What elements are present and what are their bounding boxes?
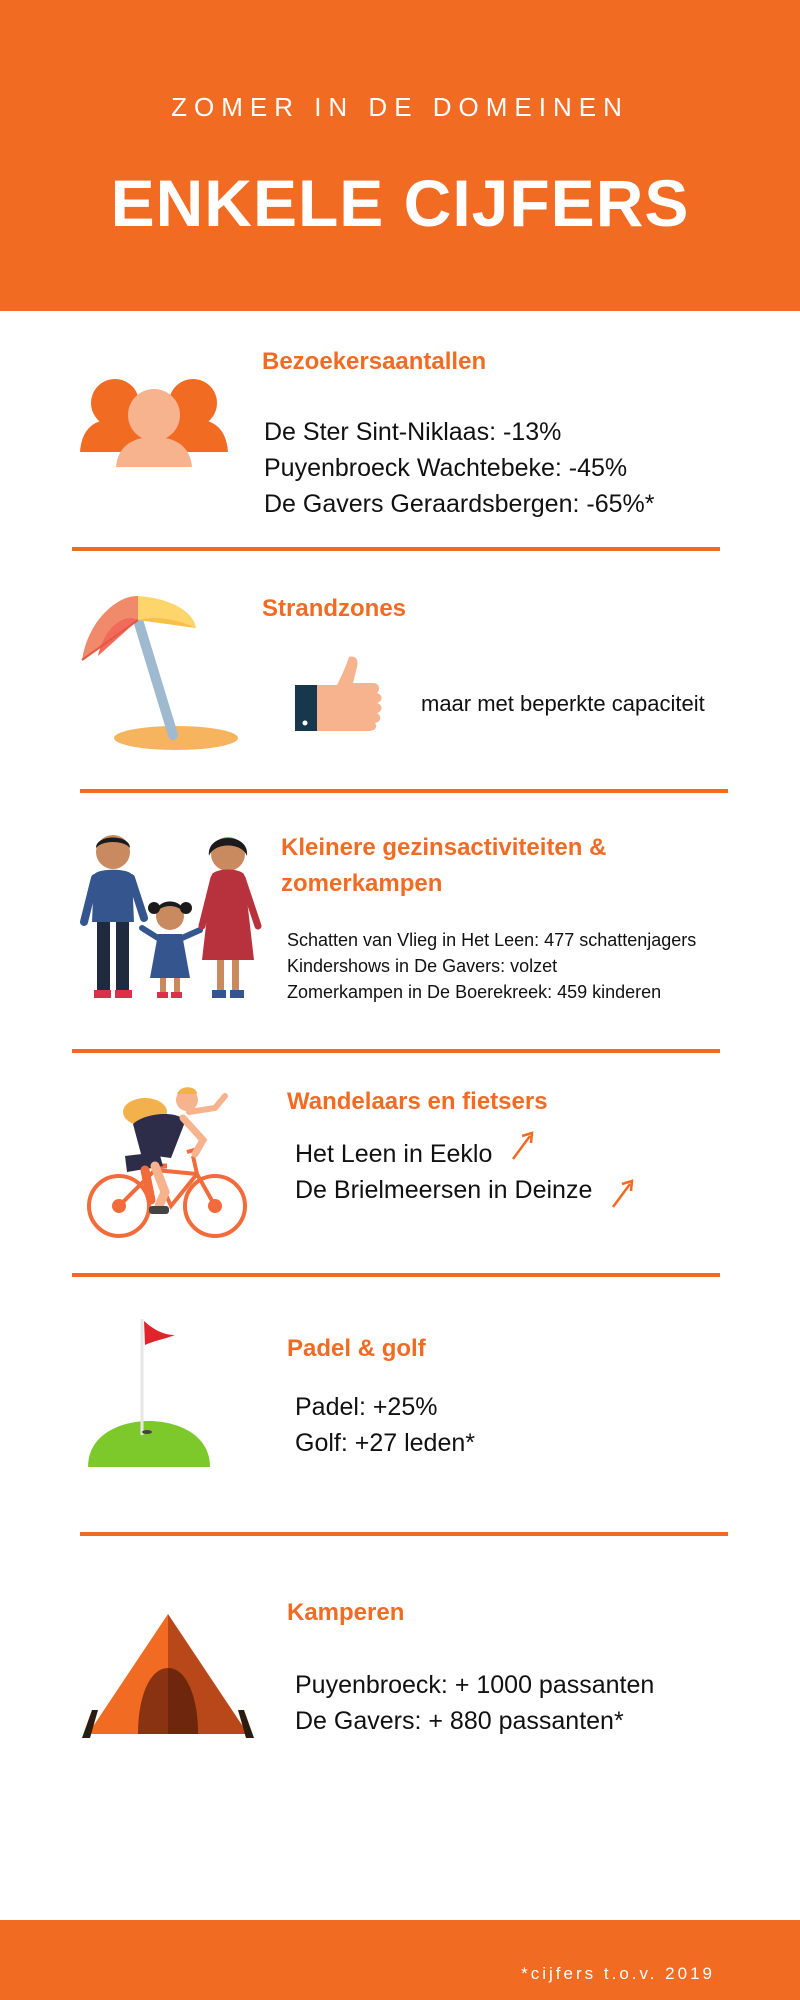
header-banner xyxy=(0,0,800,311)
section-heading-walkers: Wandelaars en fietsers xyxy=(287,1088,548,1115)
family-line: Zomerkampen in De Boerekreek: 459 kinderen xyxy=(287,982,662,1002)
page-title: ENKELE CIJFERS xyxy=(110,166,690,240)
visitors-line: De Ster Sint-Niklaas: -13% xyxy=(264,418,562,446)
visitors-line: Puyenbroeck Wachtebeke: -45% xyxy=(264,454,628,482)
visitors-icon xyxy=(78,375,230,470)
trend-up-arrow-icon xyxy=(510,1130,536,1162)
padel-golf-line: Golf: +27 leden* xyxy=(295,1429,475,1457)
footnote: *cijfers t.o.v. 2019 xyxy=(521,1964,715,1983)
beach-note: maar met beperkte capaciteit xyxy=(421,691,705,716)
family-line: Schatten van Vlieg in Het Leen: 477 schattenjagers xyxy=(287,930,697,950)
tent-icon xyxy=(80,1610,256,1740)
section-heading-visitors: Bezoekersaantallen xyxy=(262,348,487,375)
section-heading-family: Kleinere gezinsactiviteiten & zomerkampen xyxy=(281,834,607,897)
thumbs-up-icon xyxy=(293,655,385,733)
section-heading-camping: Kamperen xyxy=(287,1599,405,1626)
camping-line: Puyenbroeck: + 1000 passanten xyxy=(295,1671,655,1699)
beach-umbrella-icon xyxy=(78,590,243,755)
family-line: Kindershows in De Gavers: volzet xyxy=(287,956,558,976)
padel-golf-line: Padel: +25% xyxy=(295,1393,438,1421)
cyclist-icon xyxy=(85,1082,255,1242)
section-heading-padel-golf: Padel & golf xyxy=(287,1335,426,1362)
header-kicker: ZOMER IN DE DOMEINEN xyxy=(171,92,629,122)
section-divider xyxy=(80,789,728,793)
walkers-line: De Brielmeersen in Deinze xyxy=(295,1176,593,1204)
section-divider xyxy=(80,1532,728,1536)
section-heading-beach: Strandzones xyxy=(262,595,407,622)
trend-up-arrow-icon xyxy=(610,1178,636,1210)
camping-line: De Gavers: + 880 passanten* xyxy=(295,1707,624,1735)
section-divider xyxy=(72,547,720,551)
footer-banner xyxy=(0,1920,800,2000)
visitors-line: De Gavers Geraardsbergen: -65%* xyxy=(264,490,655,518)
section-divider xyxy=(72,1049,720,1053)
family-icon xyxy=(78,830,268,1000)
golf-flag-icon xyxy=(85,1315,215,1470)
section-divider xyxy=(72,1273,720,1277)
walkers-line: Het Leen in Eeklo xyxy=(295,1140,493,1168)
